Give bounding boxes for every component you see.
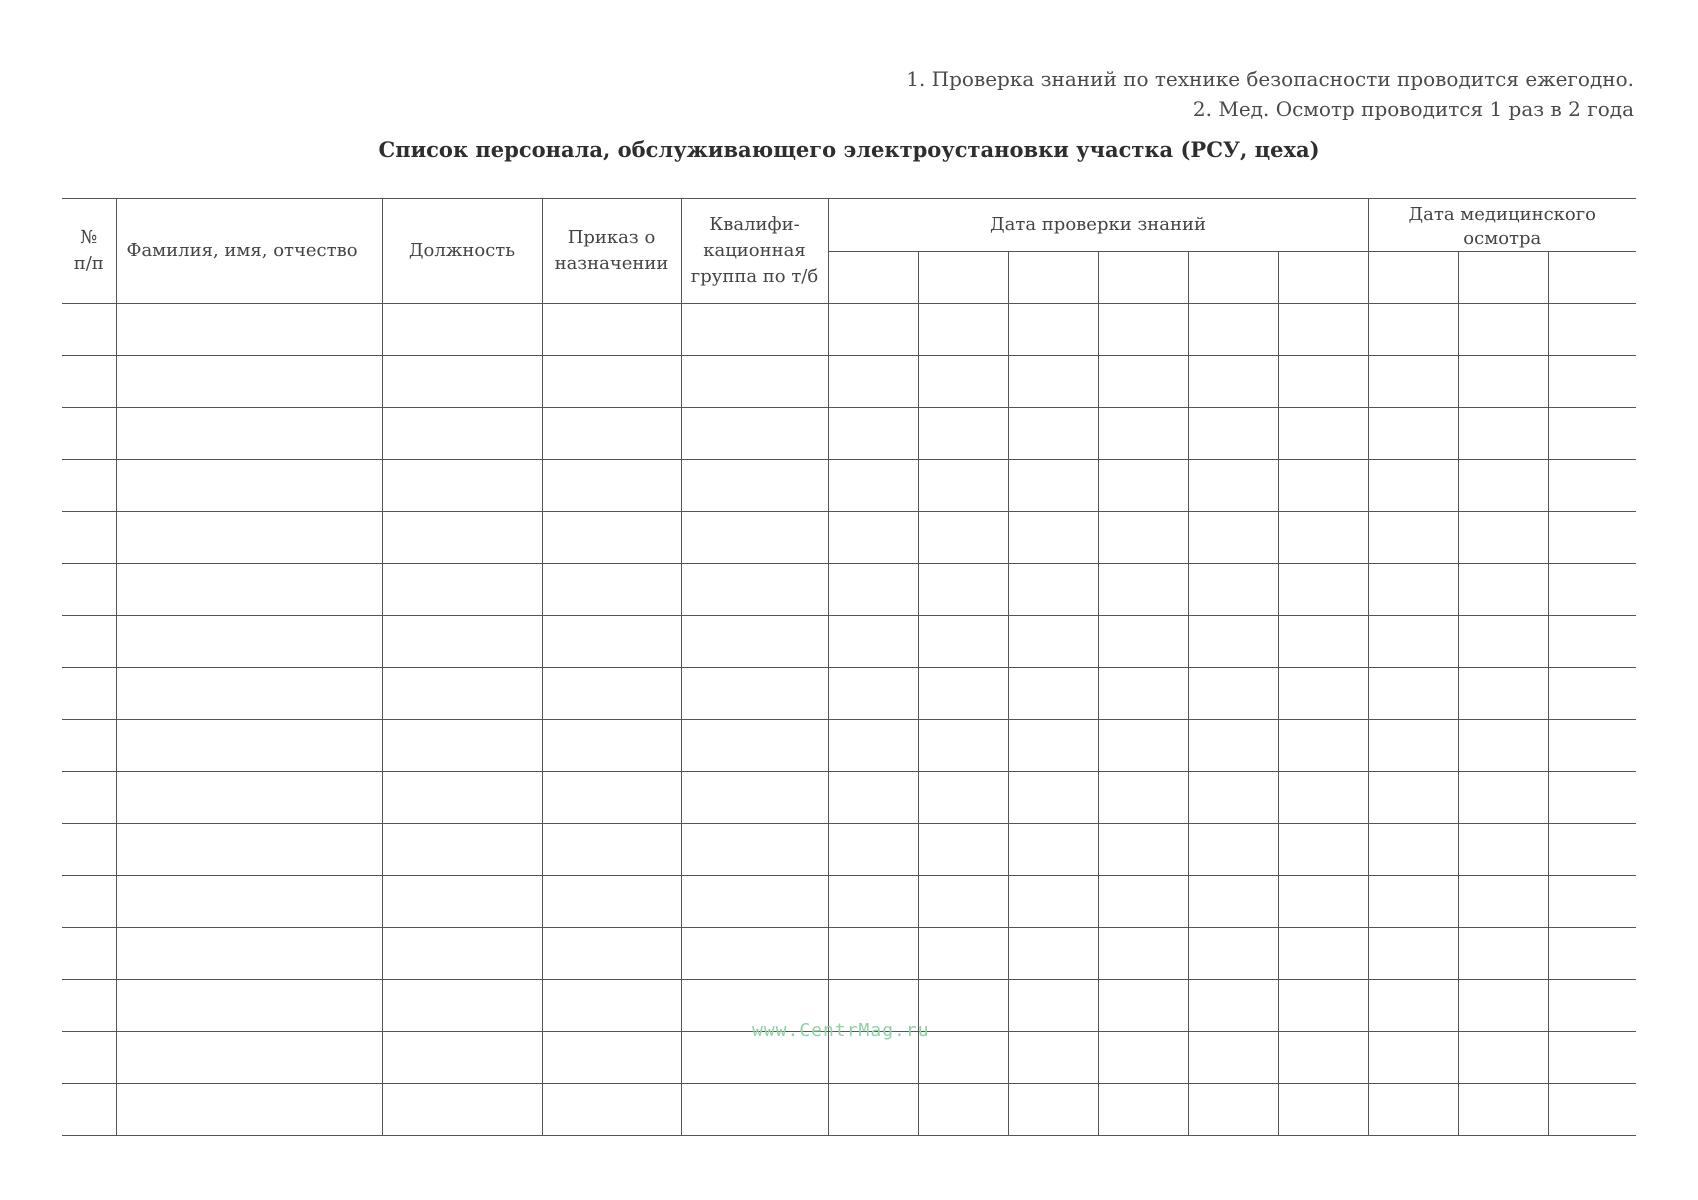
table-cell [1458,1032,1548,1084]
table-cell [1548,980,1636,1032]
table-cell [62,460,116,512]
table-cell [1098,304,1188,356]
table-cell [681,824,828,876]
table-cell [1008,928,1098,980]
table-cell [1368,1084,1458,1136]
table-cell [542,356,681,408]
table-cell [1008,720,1098,772]
table-cell [382,564,542,616]
table-cell [382,928,542,980]
table-cell [116,980,382,1032]
table-cell [62,564,116,616]
table-cell [382,876,542,928]
table-cell [918,1032,1008,1084]
table-cell [382,668,542,720]
table-row [62,668,1636,720]
table-cell [1368,1032,1458,1084]
table-cell [1278,980,1368,1032]
table-cell [1098,720,1188,772]
table-cell [828,512,918,564]
table-cell [1008,1084,1098,1136]
table-cell [918,512,1008,564]
table-cell [1188,1084,1278,1136]
table-cell [1008,512,1098,564]
table-cell [62,356,116,408]
table-cell [1278,720,1368,772]
table-cell [62,772,116,824]
table-cell [542,824,681,876]
table-cell [542,616,681,668]
header-full-name: Фамилия, имя, отчество [116,199,382,304]
table-cell [1548,408,1636,460]
table-cell [681,564,828,616]
table-row [62,460,1636,512]
table-cell [1548,772,1636,824]
table-cell [1008,356,1098,408]
table-cell [542,564,681,616]
header-qual-line2: кационная [703,240,806,261]
table-cell [1278,824,1368,876]
table-cell [1368,876,1458,928]
table-row [62,928,1636,980]
table-cell [382,772,542,824]
table-cell [382,720,542,772]
table-cell [1548,928,1636,980]
table-cell [1458,616,1548,668]
header-qual-line3: группа по т/б [690,266,819,287]
table-cell [1458,720,1548,772]
table-cell [1458,824,1548,876]
table-cell [1098,668,1188,720]
table-cell [1368,772,1458,824]
table-cell [1278,304,1368,356]
table-cell [1548,356,1636,408]
table-cell [1458,772,1548,824]
table-cell [1098,928,1188,980]
table-row [62,304,1636,356]
table-cell [828,772,918,824]
note-line-1: 1. Проверка знаний по технике безопасности проводится ежегодно. [906,67,1634,91]
table-cell [1458,668,1548,720]
header-medical-line2: осмотра [1463,228,1542,249]
table-cell [1188,564,1278,616]
table-cell [1458,928,1548,980]
table-cell [828,876,918,928]
table-cell [382,1084,542,1136]
table-row [62,512,1636,564]
table-cell [828,304,918,356]
table-cell [1278,928,1368,980]
table-cell [1188,304,1278,356]
table-cell [1008,304,1098,356]
table-row [62,824,1636,876]
table-cell [1368,408,1458,460]
table-cell [1188,1032,1278,1084]
table-cell [382,460,542,512]
table-cell [542,460,681,512]
table-cell [1368,460,1458,512]
table-row [62,720,1636,772]
table-cell [62,304,116,356]
table-cell [828,668,918,720]
table-cell [382,408,542,460]
table-cell [1458,460,1548,512]
table-cell [382,512,542,564]
table-cell [1278,564,1368,616]
table-cell [828,356,918,408]
table-cell [828,824,918,876]
table-row [62,408,1636,460]
knowledge-date-col-6 [1278,252,1368,304]
table-cell [1548,304,1636,356]
table-cell [828,460,918,512]
table-body [62,304,1636,1136]
knowledge-date-col-5 [1188,252,1278,304]
header-qualification-group [681,199,828,304]
table-cell [1278,1032,1368,1084]
table-cell [542,304,681,356]
table-cell [828,408,918,460]
table-cell [828,616,918,668]
table-row [62,772,1636,824]
table-cell [116,408,382,460]
table-cell [542,980,681,1032]
medical-date-col-1 [1368,252,1458,304]
table-cell [542,876,681,928]
medical-date-col-2 [1458,252,1548,304]
table-cell [681,304,828,356]
table-cell [116,824,382,876]
table-cell [62,512,116,564]
table-cell [918,980,1008,1032]
table-cell [382,824,542,876]
table-cell [1458,356,1548,408]
table-cell [1458,980,1548,1032]
table-cell [116,512,382,564]
table-cell [382,616,542,668]
table-cell [918,408,1008,460]
table-cell [681,460,828,512]
table-cell [681,512,828,564]
table-cell [1368,928,1458,980]
table-cell [1278,616,1368,668]
table-cell [681,772,828,824]
table-cell [62,408,116,460]
table-cell [116,772,382,824]
table-cell [681,928,828,980]
table-cell [62,824,116,876]
table-cell [1278,512,1368,564]
table-cell [1008,772,1098,824]
table-cell [1188,824,1278,876]
table-cell [1278,408,1368,460]
table-cell [918,772,1008,824]
table-cell [1368,564,1458,616]
table-cell [1008,564,1098,616]
table-cell [382,980,542,1032]
table-cell [1548,1084,1636,1136]
knowledge-date-col-3 [1008,252,1098,304]
table-cell [1548,824,1636,876]
table-cell [62,616,116,668]
table-cell [828,564,918,616]
header-order-line2: назначении [554,253,669,274]
table-cell [1098,824,1188,876]
table-cell [1458,304,1548,356]
table-cell [382,1032,542,1084]
table-cell [1278,772,1368,824]
table-cell [1548,512,1636,564]
table-cell [1008,824,1098,876]
table-cell [1368,304,1458,356]
table-cell [1458,512,1548,564]
table-cell [681,720,828,772]
table-cell [1188,668,1278,720]
table-cell [1008,1032,1098,1084]
table-cell [1008,876,1098,928]
table-cell [681,668,828,720]
table-cell [918,304,1008,356]
table-cell [116,668,382,720]
table-cell [1008,616,1098,668]
table-cell [1458,564,1548,616]
table-cell [1188,512,1278,564]
table-cell [1548,876,1636,928]
table-cell [918,1084,1008,1136]
table-cell [62,876,116,928]
table-cell [116,304,382,356]
table-cell [918,356,1008,408]
table-cell [1368,668,1458,720]
table-cell [382,304,542,356]
table-row [62,1084,1636,1136]
table-cell [1548,616,1636,668]
table-cell [681,616,828,668]
table-cell [1098,356,1188,408]
table-cell [1008,980,1098,1032]
knowledge-date-col-2 [918,252,1008,304]
note-line-2: 2. Мед. Осмотр проводится 1 раз в 2 года [1192,97,1634,121]
table-row [62,616,1636,668]
table-cell [828,1084,918,1136]
table-cell [542,668,681,720]
table-cell [62,1084,116,1136]
table-cell [1278,356,1368,408]
table-cell [542,512,681,564]
table-cell [1278,668,1368,720]
table-cell [1188,772,1278,824]
table-cell [116,928,382,980]
table-cell [62,1032,116,1084]
table-cell [828,928,918,980]
table-cell [382,356,542,408]
table-cell [1278,460,1368,512]
table-cell [918,928,1008,980]
table-cell [1098,408,1188,460]
table-cell [542,408,681,460]
table-cell [116,616,382,668]
table-cell [1368,616,1458,668]
header-appointment-order [542,199,681,304]
watermark: www.CentrMag.ru [752,1020,930,1041]
table-cell [1008,408,1098,460]
table-cell [542,1032,681,1084]
table-cell [681,876,828,928]
knowledge-date-col-1 [828,252,918,304]
table-cell [1368,824,1458,876]
table-cell [1548,460,1636,512]
table-cell [1458,1084,1548,1136]
table-cell [1098,564,1188,616]
header-medical-exam-date [1368,199,1636,252]
table-cell [918,668,1008,720]
table-cell [1008,668,1098,720]
table-cell [1368,356,1458,408]
table-cell [918,824,1008,876]
table-cell [1098,1084,1188,1136]
header-number [62,199,116,304]
table-cell [62,720,116,772]
table-cell [1098,980,1188,1032]
table-cell [681,1084,828,1136]
table-row [62,876,1636,928]
table-cell [918,564,1008,616]
table-cell [116,1032,382,1084]
table-cell [1458,876,1548,928]
table-cell [1458,408,1548,460]
table-cell [1098,772,1188,824]
table-cell [116,876,382,928]
table-cell [1548,1032,1636,1084]
table-row [62,356,1636,408]
header-order-line1: Приказ о [567,227,656,248]
table-cell [62,980,116,1032]
table-cell [116,720,382,772]
table-cell [1548,564,1636,616]
table-cell [1548,720,1636,772]
table-cell [1098,512,1188,564]
document-title: Список персонала, обслуживающего электроустановки участка (РСУ, цеха) [378,137,1320,162]
table-cell [681,408,828,460]
table-cell [1188,356,1278,408]
knowledge-date-col-4 [1098,252,1188,304]
table-cell [1278,1084,1368,1136]
table-cell [918,616,1008,668]
header-knowledge-check-date: Дата проверки знаний [828,199,1368,252]
table-cell [828,720,918,772]
table-cell [116,1084,382,1136]
table-cell [1098,1032,1188,1084]
table-cell [1188,616,1278,668]
table-cell [116,356,382,408]
table-cell [1188,980,1278,1032]
table-cell [918,460,1008,512]
table-cell [542,772,681,824]
table-cell [1188,876,1278,928]
header-number-line1: № [80,227,98,248]
table-cell [1008,460,1098,512]
header-medical-line1: Дата медицинского [1408,204,1597,225]
table-cell [62,928,116,980]
table-cell [918,720,1008,772]
table-cell [1188,720,1278,772]
table-cell [918,876,1008,928]
notes-block [906,64,1634,124]
table-cell [116,460,382,512]
table-cell [1188,928,1278,980]
table-cell [1278,876,1368,928]
table-cell [1188,408,1278,460]
table-cell [542,720,681,772]
table-cell [1368,720,1458,772]
header-number-line2: п/п [73,253,104,274]
medical-date-col-3 [1548,252,1636,304]
table-cell [681,356,828,408]
table-cell [1548,668,1636,720]
table-row [62,564,1636,616]
table-cell [1368,512,1458,564]
header-position: Должность [382,199,542,304]
table-cell [116,564,382,616]
table-cell [1098,616,1188,668]
personnel-table [62,198,1636,1136]
table-cell [1098,460,1188,512]
table-cell [62,668,116,720]
table-cell [1098,876,1188,928]
table-cell [542,1084,681,1136]
table-cell [1188,460,1278,512]
table-cell [542,928,681,980]
table-cell [1368,980,1458,1032]
header-qual-line1: Квалифи- [709,214,800,235]
